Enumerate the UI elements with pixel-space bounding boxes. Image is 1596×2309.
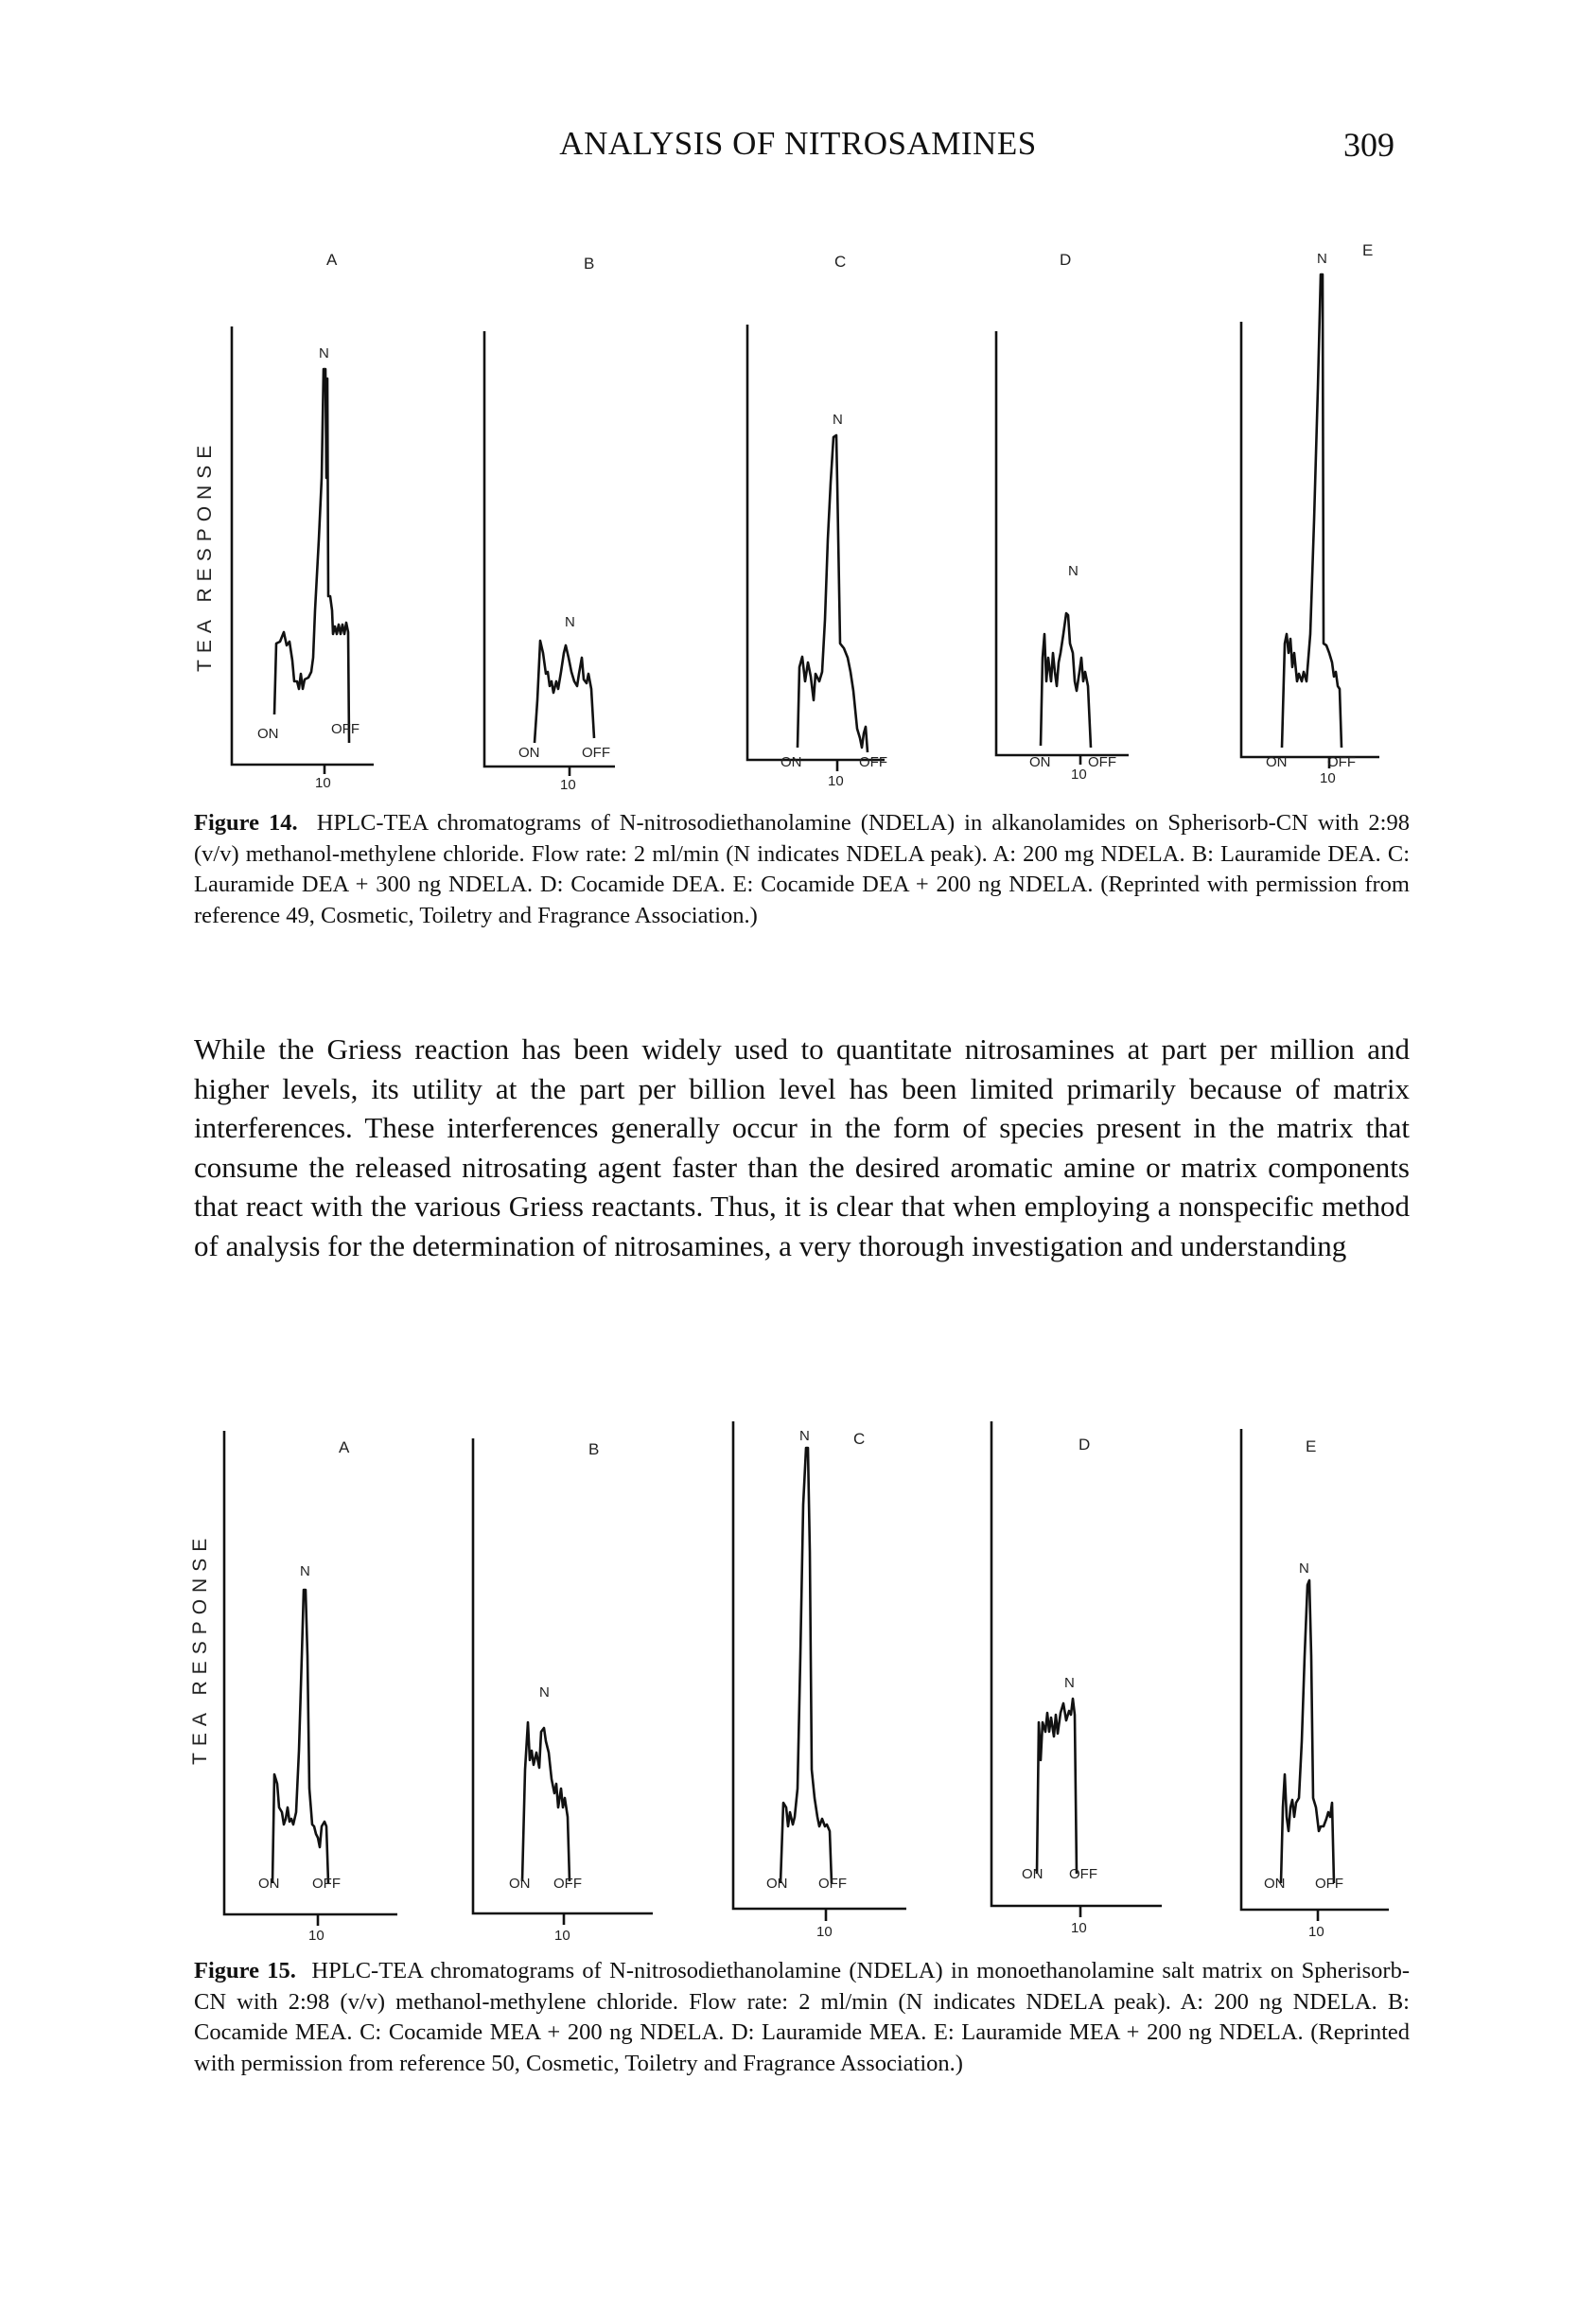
panel-letter: E xyxy=(1362,241,1374,259)
caption-label: Figure 14. xyxy=(194,810,298,836)
peak-label: N xyxy=(833,412,843,428)
y-axis-label: TEA RESPONSE xyxy=(189,1531,211,1765)
panel-letter: C xyxy=(834,253,847,271)
trace xyxy=(522,1722,570,1881)
x-tick: 10 xyxy=(560,777,576,793)
on-label: ON xyxy=(1264,1876,1286,1892)
peak-label: N xyxy=(1299,1560,1309,1577)
page-number: 309 xyxy=(1343,126,1394,164)
caption-text: HPLC-TEA chromatograms of N-nitrosodiethanolamine (NDELA) in alkanolamides on Spherisorb-CN with 2:98 (v/v) methanol-methylene chloride. Flow rate: 2 ml/min (N indicates NDELA peak). A: 200 mg NDELA. B: Lauramide DEA. C: Lauramide DEA + 300 ng NDELA. D: Cocamide DEA. E: Cocamide DEA + 200 ng NDELA. (Reprinted with permission from reference 49, Cosmetic, Toiletry and Fragrance Association.) xyxy=(194,810,1410,928)
panel-b xyxy=(484,255,615,793)
on-label: ON xyxy=(258,1876,280,1892)
peak-label: N xyxy=(300,1563,310,1579)
body-paragraph: While the Griess reaction has been widely used to quantitate nitrosamines at part per million and higher levels, its utility at the part per billion level has been limited primarily because of matrix interferences. These interferences generally occur in the form of species present in the matrix that consume the released nitrosating agent faster than the desired aromatic amine or matrix components that react with the various Griess reactants. Thus, it is clear that when employing a nonspecific method of analysis for the determination of nitrosamines, a very thorough investigation and understanding xyxy=(194,1032,1410,1262)
peak-label: N xyxy=(799,1428,810,1444)
trace xyxy=(1282,274,1342,748)
on-label: ON xyxy=(518,745,540,761)
panel-a xyxy=(232,251,374,791)
panel-letter: B xyxy=(588,1440,600,1458)
trace xyxy=(535,641,594,743)
off-label: OFF xyxy=(553,1876,582,1892)
on-label: ON xyxy=(509,1876,531,1892)
x-tick: 10 xyxy=(1071,767,1087,783)
panel-e xyxy=(1241,1429,1389,1940)
x-tick: 10 xyxy=(1071,1920,1087,1936)
figure-15-caption xyxy=(194,1956,1410,2079)
x-tick: 10 xyxy=(554,1928,570,1944)
on-label: ON xyxy=(766,1876,788,1892)
trace xyxy=(780,1448,832,1883)
panel-c xyxy=(733,1421,906,1940)
panel-b xyxy=(473,1438,653,1944)
panel-c xyxy=(747,253,887,789)
panel-letter: D xyxy=(1079,1436,1091,1454)
on-label: ON xyxy=(780,754,802,770)
panel-d xyxy=(991,1421,1162,1936)
panel-letter: B xyxy=(584,255,595,273)
caption-label: Figure 15. xyxy=(194,1958,296,1983)
off-label: OFF xyxy=(818,1876,847,1892)
peak-label: N xyxy=(319,345,329,361)
on-label: ON xyxy=(1266,754,1288,770)
running-title: ANALYSIS OF NITROSAMINES xyxy=(559,125,1037,162)
peak-label: N xyxy=(565,614,575,630)
panel-letter: A xyxy=(326,251,338,269)
figure-15-chromatograms xyxy=(0,1410,1596,1949)
panel-a xyxy=(224,1431,397,1944)
x-tick: 10 xyxy=(308,1928,324,1944)
panel-letter: E xyxy=(1306,1437,1317,1455)
x-tick: 10 xyxy=(315,775,331,791)
peak-label: N xyxy=(1317,251,1327,267)
off-label: OFF xyxy=(312,1876,341,1892)
on-label: ON xyxy=(1029,754,1051,770)
caption-text: HPLC-TEA chromatograms of N-nitrosodiethanolamine (NDELA) in monoethanolamine salt matrix on Spherisorb-CN with 2:98 (v/v) methanol-methylene chloride. Flow rate: 2 ml/min (N indicates NDELA peak). A: 200 ng NDELA. B: Cocamide MEA. C: Cocamide MEA + 200 ng NDELA. D: Lauramide MEA. E: Lauramide MEA + 200 ng NDELA. (Reprinted with permission from reference 50, Cosmetic, Toiletry and Fragrance Association.) xyxy=(194,1958,1410,2076)
panel-d xyxy=(996,251,1129,783)
panel-letter: A xyxy=(339,1438,350,1456)
peak-label: N xyxy=(1064,1675,1075,1691)
running-head xyxy=(0,125,1596,172)
figure-15 xyxy=(0,1410,1596,1949)
x-tick: 10 xyxy=(1320,770,1336,786)
on-label: ON xyxy=(257,726,279,742)
off-label: OFF xyxy=(859,754,887,770)
peak-label: N xyxy=(539,1684,550,1701)
figure-14-chromatograms xyxy=(0,237,1596,795)
off-label: OFF xyxy=(582,745,610,761)
trace xyxy=(274,369,349,743)
on-label: ON xyxy=(1022,1866,1044,1882)
off-label: OFF xyxy=(1327,754,1356,770)
figure-14-caption xyxy=(194,808,1410,931)
off-label: OFF xyxy=(1069,1866,1097,1882)
x-tick: 10 xyxy=(828,773,844,789)
trace xyxy=(272,1590,328,1883)
trace xyxy=(1041,613,1091,748)
off-label: OFF xyxy=(1315,1876,1343,1892)
panel-letter: D xyxy=(1060,251,1072,269)
trace xyxy=(1037,1699,1077,1874)
panel-letter: C xyxy=(853,1430,866,1448)
peak-label: N xyxy=(1068,563,1079,579)
x-tick: 10 xyxy=(816,1924,833,1940)
off-label: OFF xyxy=(331,721,360,737)
y-axis-label: TEA RESPONSE xyxy=(194,438,216,672)
figure-14 xyxy=(0,237,1596,795)
trace xyxy=(798,435,868,752)
off-label: OFF xyxy=(1088,754,1116,770)
x-tick: 10 xyxy=(1308,1924,1324,1940)
trace xyxy=(1281,1580,1334,1883)
panel-e xyxy=(1241,241,1379,786)
